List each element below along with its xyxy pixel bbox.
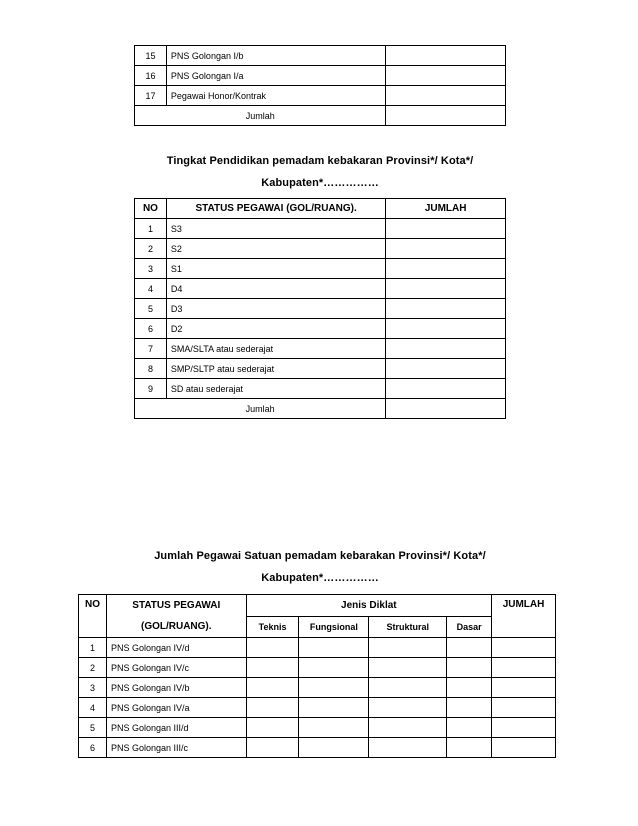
cell-dasar [447, 698, 492, 718]
row-no: 1 [135, 219, 167, 239]
header-teknis: Teknis [246, 616, 299, 638]
table-header [135, 199, 506, 219]
row-status: S1 [166, 259, 385, 279]
total-label: Jumlah [135, 106, 386, 126]
table-employees [78, 594, 556, 758]
row-status: PNS Golongan IV/b [106, 678, 246, 698]
cell-teknis [246, 658, 299, 678]
row-status: D3 [166, 299, 385, 319]
row-value [386, 359, 506, 379]
table-header [79, 595, 556, 617]
cell-fungsional [299, 658, 369, 678]
row-value [386, 259, 506, 279]
header-fungsional: Fungsional [299, 616, 369, 638]
cell-fungsional [299, 678, 369, 698]
total-label: Jumlah [135, 399, 386, 419]
row-status: PNS Golongan I/a [166, 66, 385, 86]
row-value [386, 319, 506, 339]
cell-dasar [447, 638, 492, 658]
total-row [135, 399, 506, 419]
row-status: PNS Golongan IV/c [106, 658, 246, 678]
row-no: 3 [135, 259, 167, 279]
cell-jumlah [492, 678, 556, 698]
table-row [79, 658, 556, 678]
row-value [386, 46, 506, 66]
row-status: S2 [166, 239, 385, 259]
row-no: 16 [135, 66, 167, 86]
row-no: 8 [135, 359, 167, 379]
cell-dasar [447, 738, 492, 758]
table-education [134, 198, 506, 419]
cell-fungsional [299, 638, 369, 658]
table-row [135, 339, 506, 359]
row-no: 2 [79, 658, 107, 678]
header-status [106, 595, 246, 638]
cell-struktural [369, 698, 447, 718]
row-status: PNS Golongan III/d [106, 718, 246, 738]
cell-struktural [369, 738, 447, 758]
row-no: 4 [135, 279, 167, 299]
table-row [79, 738, 556, 758]
row-no: 2 [135, 239, 167, 259]
header-status-line1: STATUS PEGAWAI [132, 600, 221, 611]
table-row [135, 46, 506, 66]
table-row [135, 279, 506, 299]
cell-teknis [246, 718, 299, 738]
table-row [135, 86, 506, 106]
row-value [386, 219, 506, 239]
total-value [386, 106, 506, 126]
row-no: 6 [79, 738, 107, 758]
cell-jumlah [492, 658, 556, 678]
row-no: 7 [135, 339, 167, 359]
cell-fungsional [299, 738, 369, 758]
row-status: SMA/SLTA atau sederajat [166, 339, 385, 359]
header-jumlah: JUMLAH [492, 595, 556, 638]
section3-title [90, 545, 550, 589]
table-row [135, 239, 506, 259]
total-row [135, 106, 506, 126]
row-value [386, 239, 506, 259]
row-status: D4 [166, 279, 385, 299]
row-no: 15 [135, 46, 167, 66]
cell-teknis [246, 638, 299, 658]
cell-jumlah [492, 698, 556, 718]
row-value [386, 86, 506, 106]
cell-dasar [447, 718, 492, 738]
row-no: 1 [79, 638, 107, 658]
table-row [135, 359, 506, 379]
row-status: D2 [166, 319, 385, 339]
table-row [135, 299, 506, 319]
row-value [386, 379, 506, 399]
table-row [135, 219, 506, 239]
row-status: Pegawai Honor/Kontrak [166, 86, 385, 106]
row-no: 5 [79, 718, 107, 738]
section2-title-line1: Tingkat Pendidikan pemadam kebakaran Provinsi*/ Kota*/ [166, 155, 474, 167]
table-row [135, 319, 506, 339]
row-no: 5 [135, 299, 167, 319]
header-no: NO [135, 199, 167, 219]
table-row [79, 638, 556, 658]
table-row [135, 66, 506, 86]
table-row [135, 259, 506, 279]
row-value [386, 339, 506, 359]
section2-title-line2: Kabupaten*…………… [261, 177, 379, 189]
row-no: 9 [135, 379, 167, 399]
row-status: PNS Golongan IV/a [106, 698, 246, 718]
row-status: PNS Golongan III/c [106, 738, 246, 758]
header-no: NO [79, 595, 107, 638]
section3-title-line2: Kabupaten*…………… [261, 572, 379, 584]
table-row [79, 698, 556, 718]
cell-struktural [369, 658, 447, 678]
row-value [386, 299, 506, 319]
cell-jumlah [492, 718, 556, 738]
row-no: 6 [135, 319, 167, 339]
header-status-line2: (GOL/RUANG). [140, 621, 212, 632]
cell-fungsional [299, 718, 369, 738]
row-status: PNS Golongan I/b [166, 46, 385, 66]
row-status: S3 [166, 219, 385, 239]
header-jumlah: JUMLAH [386, 199, 506, 219]
section3-title-line1: Jumlah Pegawai Satuan pemadam kebarakan Provinsi*/ Kota*/ [154, 550, 486, 562]
row-status: PNS Golongan IV/d [106, 638, 246, 658]
table-top [134, 45, 506, 126]
cell-teknis [246, 698, 299, 718]
cell-teknis [246, 738, 299, 758]
cell-dasar [447, 678, 492, 698]
row-value [386, 279, 506, 299]
row-no: 4 [79, 698, 107, 718]
table-row [79, 718, 556, 738]
row-no: 3 [79, 678, 107, 698]
cell-struktural [369, 678, 447, 698]
row-no: 17 [135, 86, 167, 106]
header-jenis-diklat: Jenis Diklat [246, 595, 491, 617]
cell-jumlah [492, 738, 556, 758]
header-dasar: Dasar [447, 616, 492, 638]
cell-jumlah [492, 638, 556, 658]
cell-teknis [246, 678, 299, 698]
section2-title [100, 150, 540, 194]
cell-dasar [447, 658, 492, 678]
row-status: SD atau sederajat [166, 379, 385, 399]
cell-struktural [369, 638, 447, 658]
cell-struktural [369, 718, 447, 738]
header-struktural: Struktural [369, 616, 447, 638]
header-status: STATUS PEGAWAI (GOL/RUANG). [166, 199, 385, 219]
row-status: SMP/SLTP atau sederajat [166, 359, 385, 379]
table-row [79, 678, 556, 698]
cell-fungsional [299, 698, 369, 718]
row-value [386, 66, 506, 86]
table-row [135, 379, 506, 399]
total-value [386, 399, 506, 419]
